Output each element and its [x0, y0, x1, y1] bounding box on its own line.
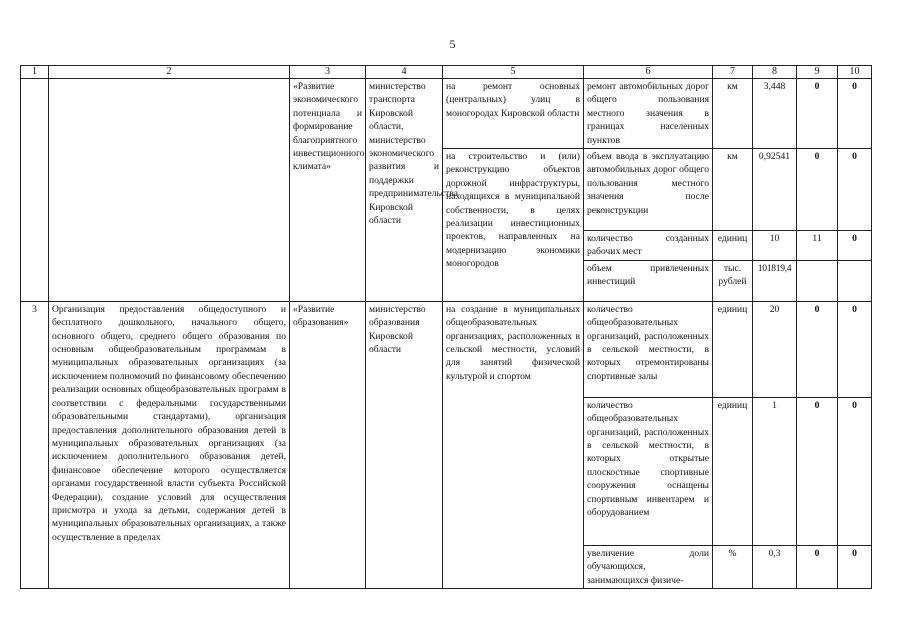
col-header-2: 2 — [49, 66, 290, 79]
unit-cell: единиц — [713, 301, 753, 397]
table-row — [21, 79, 872, 149]
value-col10: 0 — [838, 545, 872, 588]
unit-cell: % — [713, 545, 753, 588]
indicator-cell: количество созданных рабочих мест — [584, 231, 713, 261]
description-cell: Организация предоставления общедоступного и бесплатного дошкольного, начального общего, основного общего, среднего общего образования по основным общеобразовательным программам в муниципальных образовательных организациях (за исключением полномочий по финансовому обеспечению реализации основных общеобразовательных программ в соответствии с федеральными государственными образовательными стандартами), организация предоставления дополнительного образования детей в муниципальных образовательных организациях (за исключением дополнительного образования детей, финансовое обеспечение которого осуществляется органами государственной власти субъекта Российской Федерации), создание условий для осуществления присмотра и ухода за детьми, содержания детей в муниципальных образовательных организациях, а также осуществление в пределах — [49, 301, 290, 588]
col-header-3: 3 — [290, 66, 366, 79]
value-col8: 101819,4 — [753, 260, 797, 301]
row-number-cell — [21, 79, 49, 302]
indicator-cell: количество общеобразовательных организаций, расположенных в сельской местности, в которых открытые плоскостные спортивные сооружения оснащены спортивным инвентарем и оборудованием — [584, 397, 713, 545]
value-col10: 0 — [838, 79, 872, 149]
purpose-cell: на ремонт основных (центральных) улиц в моногородах Кировской области — [443, 79, 584, 149]
purpose-cell: на строительство и (или) реконструкцию объектов дорожной инфраструктуры, находящихся в муниципальной собственности, в целях реализации инвестиционных проектов, направленных на модернизацию экономики моногородов — [443, 149, 584, 302]
unit-cell: единиц — [713, 397, 753, 545]
value-col9 — [797, 260, 838, 301]
indicator-cell: объем ввода в эксплуатацию автомобильных дорог общего пользования местного значения после реконструкции — [584, 149, 713, 231]
col-header-9: 9 — [797, 66, 838, 79]
value-col9: 11 — [797, 231, 838, 261]
description-cell — [49, 79, 290, 302]
col-header-1: 1 — [21, 66, 49, 79]
unit-cell: км — [713, 79, 753, 149]
value-col10: 0 — [838, 397, 872, 545]
value-col9: 0 — [797, 79, 838, 149]
value-col8: 1 — [753, 397, 797, 545]
col-header-10: 10 — [838, 66, 872, 79]
purpose-cell: на создание в муниципальных общеобразовательных организациях, расположенных в сельской местности, условий для занятий физической культурой и спортом — [443, 301, 584, 588]
row-number-cell: 3 — [21, 301, 49, 588]
indicator-cell: увеличение доли обучающихся, занимающихся физиче- — [584, 545, 713, 588]
unit-cell: единиц — [713, 231, 753, 261]
ministry-cell: министерство образования Кировской области — [366, 301, 443, 588]
indicator-cell: ремонт автомобильных дорог общего пользования местного значения в границах населенных пунктов — [584, 79, 713, 149]
value-col8: 0,3 — [753, 545, 797, 588]
value-col10: 0 — [838, 149, 872, 231]
ministry-cell: министерство транспорта Кировской области, министерство экономического развития и поддержки предпринимательства Кировской области — [366, 79, 443, 302]
value-col10: 0 — [838, 301, 872, 397]
indicator-cell: объем привлеченных инвестиций — [584, 260, 713, 301]
value-col8: 0,92541 — [753, 149, 797, 231]
program-cell: «Развитие экономического потенциала и формирование благоприятного инвестиционного климата» — [290, 79, 366, 302]
col-header-6: 6 — [584, 66, 713, 79]
col-header-8: 8 — [753, 66, 797, 79]
col-header-5: 5 — [443, 66, 584, 79]
program-cell: «Развитие образования» — [290, 301, 366, 588]
page-number: 5 — [449, 37, 456, 51]
col-header-4: 4 — [366, 66, 443, 79]
subsidy-table — [20, 65, 872, 589]
value-col10 — [838, 260, 872, 301]
value-col9: 0 — [797, 301, 838, 397]
col-header-7: 7 — [713, 66, 753, 79]
table-row — [21, 301, 872, 397]
value-col9: 0 — [797, 149, 838, 231]
value-col10: 0 — [838, 231, 872, 261]
indicator-cell: количество общеобразовательных организаций, расположенных в сельской местности, в которых отремонтированы спортивные залы — [584, 301, 713, 397]
value-col8: 20 — [753, 301, 797, 397]
value-col8: 10 — [753, 231, 797, 261]
value-col8: 3,448 — [753, 79, 797, 149]
column-number-row — [21, 66, 872, 79]
value-col9: 0 — [797, 397, 838, 545]
unit-cell: тыс. рублей — [713, 260, 753, 301]
unit-cell: км — [713, 149, 753, 231]
value-col9: 0 — [797, 545, 838, 588]
